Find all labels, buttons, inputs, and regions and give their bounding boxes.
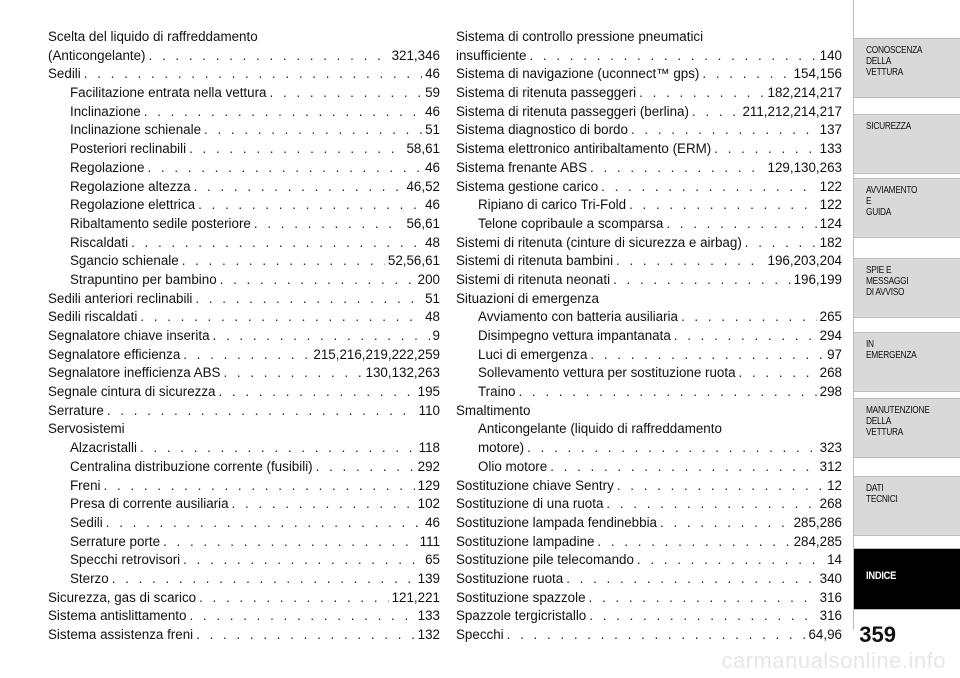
entry-pages: 56,61 <box>406 215 440 231</box>
entry-label: (Anticongelante) <box>48 47 146 63</box>
index-subentry <box>48 271 440 290</box>
entry-pages: 111 <box>419 533 440 549</box>
leader-dots <box>660 514 791 533</box>
chapter-tab-label: INDICE <box>866 570 897 582</box>
leader-dots <box>590 159 765 178</box>
leader-dots <box>639 84 764 103</box>
entry-label: Riscaldati <box>70 234 129 250</box>
entry-label: Servosistemi <box>48 421 125 437</box>
leader-dots <box>254 215 404 234</box>
entry-pages: 268 <box>819 496 842 512</box>
index-subentry <box>456 327 842 346</box>
leader-dots <box>529 47 816 66</box>
entry-pages: 51 <box>425 122 440 138</box>
chapter-tab-label: SPIE E <box>866 265 892 276</box>
entry-label: Facilitazione entrata nella vettura <box>70 85 267 101</box>
entry-label: Regolazione <box>70 159 145 175</box>
entry-label: Ripiano di carico Tri-Fold <box>478 197 627 213</box>
entry-label: Sollevamento vettura per sostituzione ruota <box>478 365 736 381</box>
entry-label: Telone copribaule a scomparsa <box>478 215 664 231</box>
index-subentry <box>48 252 440 271</box>
entry-label: Alzacristalli <box>70 440 137 456</box>
index-subentry <box>48 533 440 552</box>
index-entry <box>48 346 440 365</box>
chapter-tab[interactable] <box>854 548 960 610</box>
index-entry <box>48 28 440 47</box>
leader-dots <box>140 439 416 458</box>
leader-dots <box>617 477 824 496</box>
entry-label: Scelta del liquido di raffreddamento <box>48 29 258 44</box>
index-subentry <box>456 420 842 439</box>
entry-label: Sostituzione spazzole <box>456 589 586 605</box>
leader-dots <box>104 477 415 496</box>
entry-pages: 132 <box>417 627 440 642</box>
index-entry <box>456 178 842 197</box>
entry-pages: 46 <box>425 159 440 175</box>
entry-label: Posteriori reclinabili <box>70 141 187 157</box>
index-entry <box>456 103 842 122</box>
index-entry <box>48 65 440 84</box>
entry-label: Olio motore <box>478 458 548 474</box>
entry-label: Sistema di ritenuta passeggeri <box>456 85 637 101</box>
index-subentry <box>48 215 440 234</box>
entry-pages: 121,221 <box>391 589 440 605</box>
index-subentry <box>48 477 440 496</box>
index-entry <box>456 495 842 514</box>
index-entry <box>48 47 440 66</box>
entry-label: Presa di corrente ausiliaria <box>70 496 229 512</box>
entry-pages: 182 <box>819 234 842 250</box>
index-subentry <box>456 458 842 477</box>
entry-pages: 323 <box>819 440 842 456</box>
entry-pages: 195 <box>417 384 440 400</box>
leader-dots <box>220 271 415 290</box>
index-subentry <box>48 439 440 458</box>
leader-dots <box>183 346 310 365</box>
entry-label: Serrature <box>48 402 104 418</box>
entry-pages: 9 <box>432 328 440 343</box>
index-entry <box>456 477 842 496</box>
chapter-tab-label: AVVIAMENTO <box>866 185 918 196</box>
entry-pages: 298 <box>819 384 842 400</box>
index-entry <box>456 607 842 626</box>
entry-pages: 154,156 <box>793 66 842 82</box>
index-entry <box>48 589 440 608</box>
entry-label: Sostituzione pile telecomando <box>456 552 634 568</box>
index-entry <box>456 402 842 421</box>
entry-label: Regolazione altezza <box>70 178 191 194</box>
chapter-tab[interactable] <box>854 178 960 238</box>
entry-pages: 139 <box>417 570 440 586</box>
index-entry <box>48 607 440 626</box>
entry-pages: 265 <box>819 309 842 325</box>
index-subentry <box>456 308 842 327</box>
entry-pages: 133 <box>417 608 440 624</box>
entry-label: Sistemi di ritenuta bambini <box>456 253 614 269</box>
leader-dots <box>507 626 806 645</box>
index-subentry <box>48 458 440 477</box>
chapter-tab-label: TECNICI <box>866 494 898 505</box>
leader-dots <box>601 178 816 197</box>
entry-label: Sedili <box>48 66 81 82</box>
index-entry <box>456 290 842 309</box>
index-entry <box>456 159 842 178</box>
chapter-tab-label: DELLA <box>866 56 892 67</box>
leader-dots <box>666 215 816 234</box>
entry-label: Specchi <box>456 627 504 642</box>
entry-pages: 268 <box>819 365 842 381</box>
leader-dots <box>616 252 764 271</box>
leader-dots <box>223 364 362 383</box>
leader-dots <box>204 121 422 140</box>
entry-pages: 292 <box>417 458 440 474</box>
entry-label: Avviamento con batteria ausiliaria <box>478 309 678 325</box>
entry-label: Situazioni di emergenza <box>456 290 599 306</box>
chapter-tab-label: DELLA <box>866 416 892 427</box>
leader-dots <box>606 495 816 514</box>
index-entry <box>456 551 842 570</box>
leader-dots <box>189 140 403 159</box>
index-entry <box>48 364 440 383</box>
entry-pages: 129 <box>417 477 440 493</box>
entry-label: Sgancio schienale <box>70 253 179 269</box>
entry-label: Regolazione elettrica <box>70 197 196 213</box>
index-entry <box>48 402 440 421</box>
leader-dots <box>144 103 422 122</box>
chapter-tab-label: MANUTENZIONE <box>866 405 930 416</box>
entry-pages: 284,285 <box>793 533 842 549</box>
leader-dots <box>270 84 423 103</box>
entry-pages: 316 <box>819 608 842 624</box>
entry-pages: 118 <box>418 440 440 456</box>
index-entry <box>48 308 440 327</box>
entry-label: Sostituzione chiave Sentry <box>456 477 614 493</box>
entry-pages: 51 <box>425 290 440 306</box>
entry-pages: 48 <box>425 234 440 250</box>
entry-pages: 122 <box>819 178 842 194</box>
leader-dots <box>702 65 790 84</box>
index-subentry <box>48 121 440 140</box>
leader-dots <box>637 551 824 570</box>
entry-label: Ribaltamento sedile posteriore <box>70 215 251 231</box>
chapter-tab-label: DI AVVISO <box>866 287 905 298</box>
entry-label: Disimpegno vettura impantanata <box>478 328 671 343</box>
entry-pages: 58,61 <box>406 141 440 157</box>
leader-dots <box>140 308 422 327</box>
entry-pages: 340 <box>819 570 842 586</box>
leader-dots <box>107 402 416 421</box>
entry-label: Spazzole tergicristallo <box>456 608 587 624</box>
index-entry <box>48 420 440 439</box>
chapter-tab[interactable] <box>854 114 960 174</box>
leader-dots <box>631 121 817 140</box>
entry-label: Sostituzione lampadine <box>456 533 595 549</box>
leader-dots <box>163 533 417 552</box>
chapter-tab-label: CONOSCENZA <box>866 45 923 56</box>
chapter-tab-label: VETTURA <box>866 427 904 438</box>
leader-dots <box>147 159 422 178</box>
index-entry <box>456 589 842 608</box>
index-entry <box>456 514 842 533</box>
entry-pages: 215,216,219,222,259 <box>313 346 440 362</box>
index-subentry <box>48 196 440 215</box>
entry-label: Segnalatore efficienza <box>48 346 181 362</box>
chapter-tab-label: DATI <box>866 483 884 494</box>
entry-pages: 130,132,263 <box>365 365 440 381</box>
index-entry <box>456 252 842 271</box>
chapter-tab[interactable] <box>854 476 960 536</box>
leader-dots <box>566 570 816 589</box>
index-entry <box>456 533 842 552</box>
entry-pages: 12 <box>827 477 842 493</box>
index-subentry <box>456 439 842 458</box>
index-subentry <box>48 84 440 103</box>
entry-pages: 140 <box>819 47 842 63</box>
index-subentry <box>48 140 440 159</box>
leader-dots <box>149 47 389 66</box>
leader-dots <box>112 570 415 589</box>
entry-label: Sicurezza, gas di scarico <box>48 589 197 605</box>
entry-label: Sistema antislittamento <box>48 608 187 624</box>
entry-label: Sistema diagnostico di bordo <box>456 122 628 138</box>
leader-dots <box>550 458 816 477</box>
entry-label: Segnalatore chiave inserita <box>48 328 210 343</box>
entry-pages: 46 <box>425 66 440 82</box>
entry-pages: 46 <box>425 197 440 213</box>
entry-pages: 14 <box>827 552 842 568</box>
entry-label: Sistema elettronico antiribaltamento (ERM) <box>456 141 712 157</box>
leader-dots <box>218 383 414 402</box>
leader-dots <box>714 140 816 159</box>
entry-pages: 182,214,217 <box>767 85 842 101</box>
entry-label: Sistemi di ritenuta neonati <box>456 271 611 287</box>
leader-dots <box>629 196 817 215</box>
entry-label: Segnale cintura di sicurezza <box>48 384 216 400</box>
entry-pages: 46,52 <box>406 178 440 194</box>
page-number: 359 <box>859 622 896 647</box>
entry-label: Segnalatore inefficienza ABS <box>48 365 221 381</box>
index-subentry <box>456 215 842 234</box>
entry-label: Anticongelante (liquido di raffreddamento <box>478 421 722 437</box>
chapter-tab-label: SICUREZZA <box>866 121 911 132</box>
index-subentry <box>48 570 440 589</box>
index-column-left <box>48 28 440 645</box>
leader-dots <box>195 290 422 309</box>
entry-label: Sistema di navigazione (uconnect™ gps) <box>456 66 700 82</box>
leader-dots <box>213 327 430 346</box>
leader-dots <box>198 196 422 215</box>
chapter-tab-label: E <box>866 196 872 207</box>
leader-dots <box>182 252 385 271</box>
entry-pages: 211,212,214,217 <box>742 103 842 119</box>
index-entry <box>456 28 842 47</box>
entry-pages: 124 <box>819 215 842 231</box>
watermark: carmanualsonline.info <box>721 648 946 673</box>
entry-label: Luci di emergenza <box>478 346 588 362</box>
entry-label: Specchi retrovisori <box>70 552 181 568</box>
index-entry <box>456 65 842 84</box>
entry-label: Sostituzione di una ruota <box>456 496 604 512</box>
index-subentry <box>456 383 842 402</box>
entry-pages: 196,203,204 <box>767 253 842 269</box>
entry-pages: 46 <box>425 514 440 530</box>
entry-pages: 64,96 <box>808 627 842 642</box>
leader-dots <box>196 626 415 645</box>
entry-label: Sostituzione lampada fendinebbia <box>456 514 658 530</box>
leader-dots <box>527 439 817 458</box>
entry-label: Sedili anteriori reclinabili <box>48 290 193 306</box>
entry-label: Sistema assistenza freni <box>48 627 194 642</box>
chapter-tab[interactable] <box>854 398 960 458</box>
leader-dots <box>739 364 817 383</box>
chapter-tab[interactable] <box>854 258 960 318</box>
entry-label: Smaltimento <box>456 402 531 418</box>
entry-label: Inclinazione <box>70 103 141 119</box>
index-entry <box>48 626 440 645</box>
index-subentry <box>48 159 440 178</box>
chapter-tab-label: GUIDA <box>866 207 892 218</box>
entry-pages: 52,56,61 <box>387 253 440 269</box>
entry-pages: 133 <box>819 141 842 157</box>
leader-dots <box>194 178 404 197</box>
leader-dots <box>589 589 817 608</box>
index-entry <box>48 327 440 346</box>
leader-dots <box>613 271 791 290</box>
entry-label: Sistemi di ritenuta (cinture di sicurezza e airbag) <box>456 234 742 250</box>
leader-dots <box>183 551 422 570</box>
entry-pages: 294 <box>819 328 842 343</box>
index-column-right <box>456 28 842 645</box>
entry-pages: 312 <box>819 458 842 474</box>
entry-label: Sterzo <box>70 570 109 586</box>
leader-dots <box>745 234 817 253</box>
entry-pages: 65 <box>425 552 440 568</box>
index-subentry <box>48 103 440 122</box>
entry-label: Strapuntino per bambino <box>70 271 217 287</box>
entry-pages: 321,346 <box>391 47 440 63</box>
entry-pages: 97 <box>827 346 842 362</box>
leader-dots <box>589 607 816 626</box>
entry-label: Sedili <box>70 514 103 530</box>
index-subentry <box>48 495 440 514</box>
index-entry <box>456 121 842 140</box>
chapter-tabs-sidebar <box>853 0 960 630</box>
leader-dots <box>674 327 817 346</box>
index-entry <box>456 234 842 253</box>
leader-dots <box>692 103 739 122</box>
leader-dots <box>316 458 415 477</box>
index-entry <box>48 290 440 309</box>
chapter-tab[interactable] <box>854 38 960 98</box>
index-subentry <box>456 196 842 215</box>
chapter-tab-label: MESSAGGI <box>866 276 909 287</box>
entry-label: Sostituzione ruota <box>456 570 564 586</box>
index-entry <box>456 570 842 589</box>
entry-pages: 285,286 <box>793 514 842 530</box>
index-subentry <box>48 514 440 533</box>
entry-pages: 110 <box>418 402 440 418</box>
entry-pages: 137 <box>819 122 842 138</box>
index-entry <box>456 140 842 159</box>
entry-pages: 200 <box>417 271 440 287</box>
entry-pages: 48 <box>425 309 440 325</box>
index-subentry <box>48 551 440 570</box>
entry-label: Inclinazione schienale <box>70 122 202 138</box>
entry-label: Sistema di ritenuta passeggeri (berlina) <box>456 103 689 119</box>
entry-label: Traino <box>478 384 516 400</box>
leader-dots <box>518 383 816 402</box>
leader-dots <box>84 65 422 84</box>
leader-dots <box>131 234 422 253</box>
leader-dots <box>232 495 415 514</box>
chapter-tab-label: EMERGENZA <box>866 350 917 361</box>
index-entry <box>456 84 842 103</box>
index-subentry <box>48 178 440 197</box>
entry-pages: 46 <box>425 103 440 119</box>
index-subentry <box>48 234 440 253</box>
leader-dots <box>199 589 388 608</box>
leader-dots <box>106 514 422 533</box>
entry-pages: 196,199 <box>793 271 842 287</box>
entry-label: Sistema di controllo pressione pneumatici <box>456 29 704 44</box>
entry-label: Freni <box>70 477 101 493</box>
index-entry <box>456 271 842 290</box>
chapter-tab-label: VETTURA <box>866 67 904 78</box>
entry-label: Sistema frenante ABS <box>456 159 588 175</box>
index-entry <box>48 383 440 402</box>
index-subentry <box>456 346 842 365</box>
entry-label: Sedili riscaldati <box>48 309 138 325</box>
chapter-tab-label: IN <box>866 339 874 350</box>
entry-pages: 129,130,263 <box>767 159 842 175</box>
index-subentry <box>456 364 842 383</box>
leader-dots <box>597 533 790 552</box>
entry-pages: 102 <box>417 496 440 512</box>
entry-pages: 122 <box>819 197 842 213</box>
entry-pages: 316 <box>819 589 842 605</box>
index-entry <box>456 626 842 645</box>
entry-pages: 59 <box>425 85 440 101</box>
index-entry <box>456 47 842 66</box>
entry-label: Serrature porte <box>70 533 161 549</box>
chapter-tab[interactable] <box>854 332 960 392</box>
leader-dots <box>189 607 414 626</box>
entry-label: Sistema gestione carico <box>456 178 599 194</box>
leader-dots <box>681 308 817 327</box>
entry-label: Centralina distribuzione corrente (fusibili) <box>70 458 313 474</box>
leader-dots <box>590 346 824 365</box>
entry-label: insufficiente <box>456 47 527 63</box>
entry-label: motore) <box>478 440 525 456</box>
